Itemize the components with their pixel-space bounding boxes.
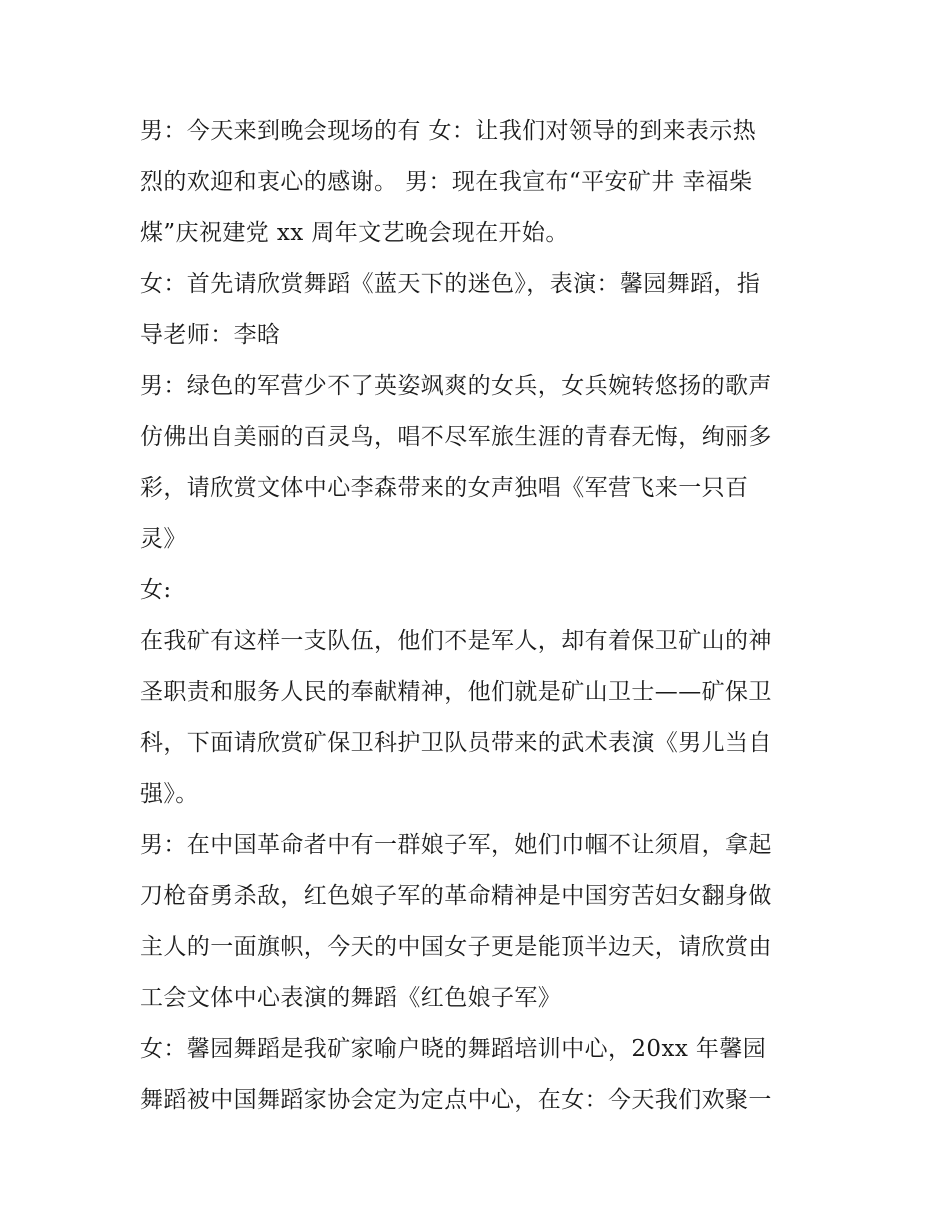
text-line: 在我矿有这样一支队伍，他们不是军人，却有着保卫矿山的神 (140, 628, 772, 654)
text-line: 圣职责和服务人民的奉献精神，他们就是矿山卫士——矿保卫 (140, 679, 772, 705)
text-line: 科，下面请欣赏矿保卫科护卫队员带来的武术表演《男儿当自 (140, 730, 772, 756)
document-body (140, 106, 820, 1126)
text-line: 女: (140, 577, 172, 603)
text-line: 刀枪奋勇杀敌，红色娘子军的革命精神是中国穷苦妇女翻身做 (140, 883, 772, 909)
text-line: 工会文体中心表演的舞蹈《红色娘子军》 (140, 985, 562, 1011)
text-line: 烈的欢迎和衷心的感谢。 男：现在我宣布“平安矿井 幸福柴 (140, 169, 753, 195)
text-line: 男：在中国革命者中有一群娘子军，她们巾帼不让须眉，拿起 (140, 832, 772, 858)
text-line: 男：今天来到晚会现场的有 女：让我们对领导的到来表示热 (140, 118, 757, 144)
text-line: 女：首先请欣赏舞蹈《蓝天下的迷色》，表演：馨园舞蹈，指 (140, 271, 761, 297)
text-line: 灵》 (140, 526, 187, 552)
text-line: 强》。 (140, 781, 199, 807)
text-line: 男：绿色的军营少不了英姿飒爽的女兵，女兵婉转悠扬的歌声 (140, 373, 772, 399)
text-line: 煤”庆祝建党 xx 周年文艺晚会现在开始。 (140, 220, 569, 246)
text-line: 舞蹈被中国舞蹈家协会定为定点中心，在女：今天我们欢聚一 (140, 1087, 772, 1113)
text-line: 主人的一面旗帜，今天的中国女子更是能顶半边天，请欣赏由 (140, 934, 772, 960)
text-line: 女：馨园舞蹈是我矿家喻户晓的舞蹈培训中心，20xx 年馨园 (140, 1036, 767, 1062)
text-line: 导老师：李晗 (140, 322, 281, 348)
text-line: 仿佛出自美丽的百灵鸟，唱不尽军旅生涯的青春无悔，绚丽多 (140, 424, 772, 450)
text-line: 彩，请欣赏文体中心李森带来的女声独唱《军营飞来一只百 (140, 475, 749, 501)
